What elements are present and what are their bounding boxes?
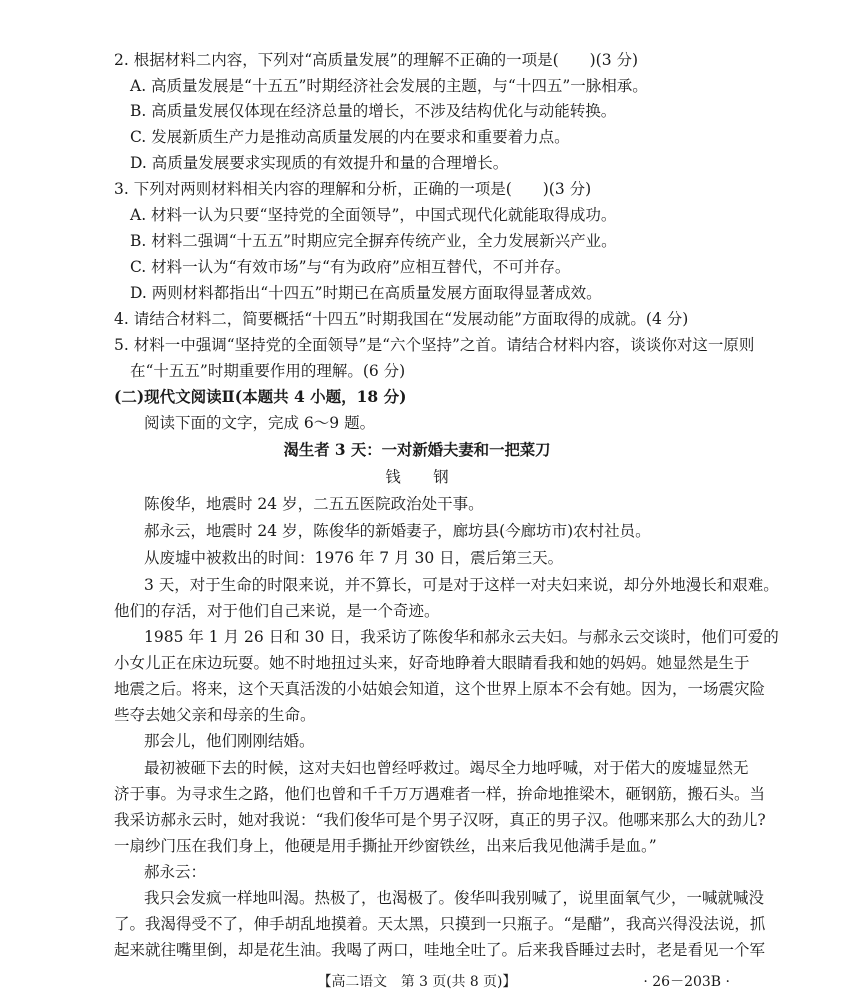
section-heading: (二)现代文阅读Ⅱ(本题共 4 小题，18 分) — [114, 387, 407, 406]
question-3-stem: 3. 下列对两则材料相关内容的理解和分析，正确的一项是( )(3 分) — [114, 180, 592, 198]
question-4: 4. 请结合材料二，简要概括“十四五”时期我国在“发展动能”方面取得的成就。(4 分) — [114, 310, 689, 328]
article-line: 起来就往嘴里倒，却是花生油。我喝了两口，哇地全吐了。后来我昏睡过去时，老是看见一个军 — [114, 941, 766, 959]
section-instruction: 阅读下面的文字，完成 6～9 题。 — [144, 414, 376, 432]
article-line: 地震之后。将来，这个天真活泼的小姑娘会知道，这个世界上原本不会有她。因为，一场震灾险 — [114, 680, 766, 698]
question-2-option-c: C. 发展新质生产力是推动高质量发展的内在要求和重要着力点。 — [130, 128, 570, 146]
question-2-stem: 2. 根据材料二内容，下列对“高质量发展”的理解不正确的一项是( )(3 分) — [114, 51, 639, 69]
page-footer: 【高二语文 第 3 页(共 8 页)】 — [317, 974, 517, 990]
question-3-option-c: C. 材料一认为“有效市场”与“有为政府”应相互替代，不可并存。 — [130, 258, 571, 276]
article-line: 小女儿正在床边玩耍。她不时地扭过头来，好奇地睁着大眼睛看我和她的妈妈。她显然是生于 — [114, 654, 750, 672]
article-line: 郝永云，地震时 24 岁，陈俊华的新婚妻子，廊坊县(今廊坊市)农村社员。 — [144, 522, 651, 540]
article-line: 郝永云： — [144, 863, 207, 881]
article-line: 3 天，对于生命的时限来说，并不算长，可是对于这样一对夫妇来说，却分外地漫长和艰难。 — [144, 576, 779, 594]
question-5-line-2: 在“十五五”时期重要作用的理解。(6 分) — [130, 362, 406, 380]
article-line: 济于事。为寻求生之路，他们也曾和千千万万遇难者一样，拚命地推梁木，砸钢筋，搬石头。当 — [114, 785, 766, 803]
question-5-line-1: 5. 材料一中强调“坚持党的全面领导”是“六个坚持”之首。请结合材料内容，谈谈你对这一原则 — [114, 336, 755, 354]
article-author: 钱 钢 — [385, 468, 463, 486]
question-3-option-a: A. 材料一认为只要“坚持党的全面领导”，中国式现代化就能取得成功。 — [130, 206, 617, 224]
article-line: 最初被砸下去的时候，这对夫妇也曾经呼救过。竭尽全力地呼喊，对于偌大的废墟显然无 — [144, 759, 749, 777]
article-line: 从废墟中被救出的时间：1976 年 7 月 30 日，震后第三天。 — [144, 549, 564, 567]
article-line: 我采访郝永云时，她对我说：“我们俊华可是个男子汉呀，真正的男子汉。他哪来那么大的劲儿? — [114, 811, 766, 829]
question-2-option-a: A. 高质量发展是“十五五”时期经济社会发展的主题，与“十四五”一脉相承。 — [130, 77, 648, 95]
article-line: 1985 年 1 月 26 日和 30 日，我采访了陈俊华和郝永云夫妇。与郝永云交谈时，他们可爱的 — [144, 628, 779, 646]
article-line: 我只会发疯一样地叫渴。热极了，也渴极了。俊华叫我别喊了，说里面氧气少，一喊就喊没 — [144, 889, 765, 907]
question-2-option-d: D. 高质量发展要求实现质的有效提升和量的合理增长。 — [130, 154, 509, 172]
article-line: 一扇纱门压在我们身上，他硬是用手撕扯开纱窗铁丝，出来后我见他满手是血。” — [114, 837, 657, 855]
article-line: 那会儿，他们刚刚结婚。 — [144, 732, 315, 750]
article-line: 陈俊华，地震时 24 岁，二五五医院政治处干事。 — [144, 495, 484, 513]
article-line: 了。我渴得受不了，伸手胡乱地摸着。天太黑，只摸到一只瓶子。“是醋”，我高兴得没法说，抓 — [114, 915, 766, 933]
question-2-option-b: B. 高质量发展仅体现在经济总量的增长，不涉及结构优化与动能转换。 — [130, 102, 617, 120]
article-line: 他们的存活，对于他们自己来说，是一个奇迹。 — [114, 602, 440, 620]
exam-code: · 26－203B · — [643, 974, 730, 990]
question-3-option-d: D. 两则材料都指出“十四五”时期已在高质量发展方面取得显著成效。 — [130, 284, 602, 302]
question-3-option-b: B. 材料二强调“十五五”时期应完全摒弃传统产业，全力发展新兴产业。 — [130, 232, 617, 250]
article-line: 些夺去她父亲和母亲的生命。 — [114, 706, 316, 724]
article-title: 渴生者 3 天：一对新婚夫妻和一把菜刀 — [283, 440, 551, 459]
